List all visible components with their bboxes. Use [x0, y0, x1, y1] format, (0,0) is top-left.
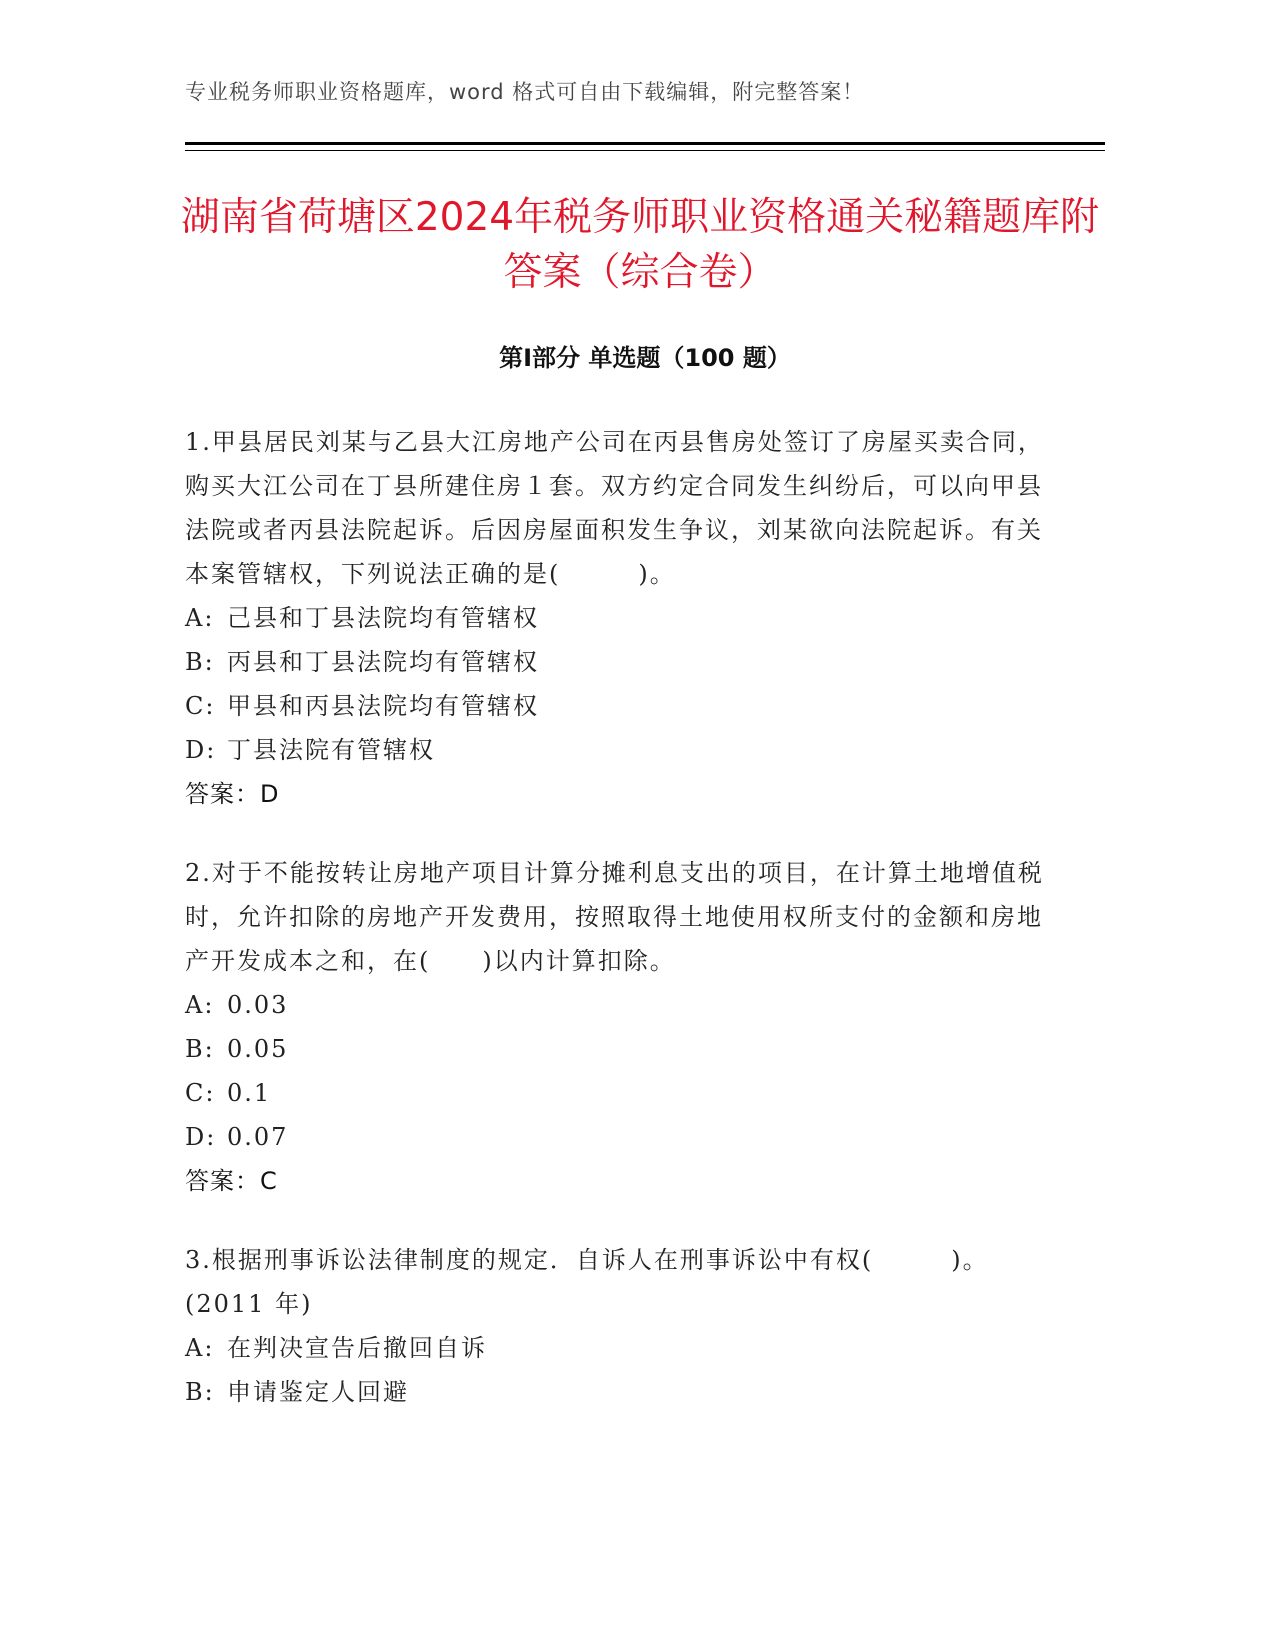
- option-text: 己县和丁县法院均有管辖权: [227, 604, 539, 632]
- option-text: 丁县法院有管辖权: [227, 736, 435, 764]
- option-key: D:: [185, 736, 217, 764]
- question-stem: 1.甲县居民刘某与乙县大江房地产公司在丙县售房处签订了房屋买卖合同，购买大江公司在丁县所建住房１套。双方约定合同发生纠纷后，可以向甲县法院或者丙县法院起诉。后因房屋面积发生争议，刘某欲向法院起诉。有关本案管辖权，下列说法正确的是( )。: [185, 428, 1044, 588]
- option-a: [185, 1326, 1065, 1370]
- option-text: 在判决宣告后撤回自诉: [227, 1334, 487, 1362]
- header-divider-thick: [185, 142, 1105, 145]
- option-a: [185, 596, 1065, 640]
- question-2: [185, 851, 1065, 1203]
- option-key: B:: [185, 648, 215, 676]
- option-key: B:: [185, 1378, 215, 1406]
- option-d: [185, 728, 1065, 772]
- question-list: [185, 420, 1065, 1449]
- option-key: A:: [185, 604, 215, 632]
- option-b: [185, 1027, 1065, 1071]
- option-key: A:: [185, 1334, 215, 1362]
- option-key: C:: [185, 1079, 216, 1107]
- section-title: 第Ⅰ部分 单选题（100 题）: [499, 344, 791, 372]
- option-text: 申请鉴定人回避: [227, 1378, 409, 1406]
- answer-line: 答案：C: [185, 1167, 278, 1195]
- option-text: 甲县和丙县法院均有管辖权: [227, 692, 539, 720]
- option-a: [185, 983, 1065, 1027]
- option-b: [185, 1370, 1065, 1414]
- option-text: 0.03: [227, 991, 289, 1019]
- option-key: D:: [185, 1123, 217, 1151]
- option-text: 0.05: [227, 1035, 289, 1063]
- answer-line: 答案：D: [185, 780, 280, 808]
- option-d: [185, 1115, 1065, 1159]
- header-divider-thin: [185, 150, 1105, 151]
- option-b: [185, 640, 1065, 684]
- option-key: C:: [185, 692, 216, 720]
- option-text: 丙县和丁县法院均有管辖权: [227, 648, 539, 676]
- option-key: A:: [185, 991, 215, 1019]
- question-stem: 3.根据刑事诉讼法律制度的规定．自诉人在刑事诉讼中有权( )。(2011 年): [185, 1246, 989, 1318]
- option-key: B:: [185, 1035, 215, 1063]
- header-note: 专业税务师职业资格题库，word 格式可自由下载编辑，附完整答案！: [185, 80, 865, 104]
- question-3: [185, 1238, 1065, 1414]
- option-c: [185, 1071, 1065, 1115]
- document-title: 湖南省荷塘区2024年税务师职业资格通关秘籍题库附答案（综合卷）: [180, 195, 1100, 295]
- option-c: [185, 684, 1065, 728]
- question-stem: 2.对于不能按转让房地产项目计算分摊利息支出的项目，在计算土地增值税时，允许扣除的房地产开发费用，按照取得土地使用权所支付的金额和房地产开发成本之和，在( )以内计算扣除。: [185, 859, 1044, 975]
- question-1: [185, 420, 1065, 816]
- option-text: 0.07: [227, 1123, 289, 1151]
- option-text: 0.1: [227, 1079, 272, 1107]
